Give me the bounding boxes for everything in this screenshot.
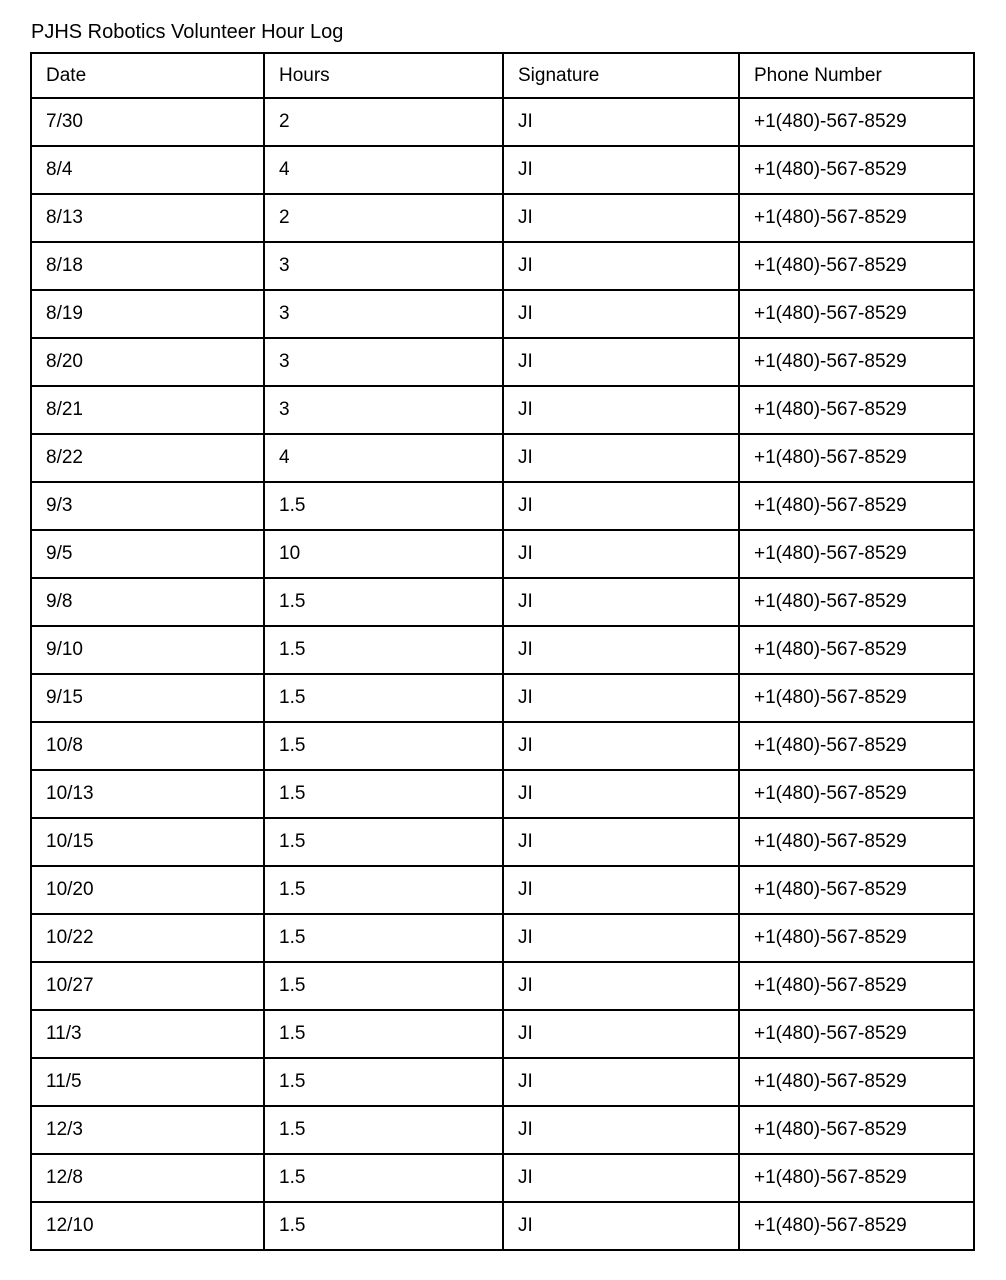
cell-signature: JI xyxy=(503,866,739,914)
cell-signature: JI xyxy=(503,818,739,866)
cell-date: 8/19 xyxy=(31,290,264,338)
cell-signature: JI xyxy=(503,290,739,338)
cell-signature: JI xyxy=(503,770,739,818)
cell-phone: +1(480)-567-8529 xyxy=(739,770,974,818)
table-row xyxy=(31,530,974,578)
cell-phone: +1(480)-567-8529 xyxy=(739,674,974,722)
table-row xyxy=(31,1202,974,1250)
cell-signature: JI xyxy=(503,1058,739,1106)
cell-hours: 1.5 xyxy=(264,722,503,770)
cell-date: 8/22 xyxy=(31,434,264,482)
cell-hours: 1.5 xyxy=(264,1058,503,1106)
cell-phone: +1(480)-567-8529 xyxy=(739,194,974,242)
table-row xyxy=(31,242,974,290)
table-row xyxy=(31,386,974,434)
cell-phone: +1(480)-567-8529 xyxy=(739,146,974,194)
table-row xyxy=(31,1154,974,1202)
cell-date: 8/18 xyxy=(31,242,264,290)
cell-date: 12/3 xyxy=(31,1106,264,1154)
cell-hours: 3 xyxy=(264,386,503,434)
cell-date: 10/15 xyxy=(31,818,264,866)
table-row xyxy=(31,578,974,626)
column-header-date: Date xyxy=(31,53,264,98)
cell-phone: +1(480)-567-8529 xyxy=(739,434,974,482)
cell-date: 10/13 xyxy=(31,770,264,818)
cell-phone: +1(480)-567-8529 xyxy=(739,1010,974,1058)
cell-hours: 1.5 xyxy=(264,914,503,962)
table-row xyxy=(31,1010,974,1058)
cell-phone: +1(480)-567-8529 xyxy=(739,98,974,146)
table-row xyxy=(31,962,974,1010)
cell-date: 11/3 xyxy=(31,1010,264,1058)
cell-hours: 1.5 xyxy=(264,1010,503,1058)
cell-date: 8/21 xyxy=(31,386,264,434)
cell-phone: +1(480)-567-8529 xyxy=(739,722,974,770)
cell-date: 10/8 xyxy=(31,722,264,770)
cell-phone: +1(480)-567-8529 xyxy=(739,914,974,962)
volunteer-hour-log-table xyxy=(30,52,975,1251)
cell-hours: 10 xyxy=(264,530,503,578)
column-header-signature: Signature xyxy=(503,53,739,98)
cell-signature: JI xyxy=(503,674,739,722)
table-row xyxy=(31,626,974,674)
cell-hours: 1.5 xyxy=(264,1106,503,1154)
column-header-hours: Hours xyxy=(264,53,503,98)
cell-date: 11/5 xyxy=(31,1058,264,1106)
table-row xyxy=(31,98,974,146)
cell-signature: JI xyxy=(503,194,739,242)
cell-hours: 1.5 xyxy=(264,1202,503,1250)
table-row xyxy=(31,1058,974,1106)
cell-phone: +1(480)-567-8529 xyxy=(739,386,974,434)
cell-phone: +1(480)-567-8529 xyxy=(739,242,974,290)
cell-date: 10/22 xyxy=(31,914,264,962)
cell-phone: +1(480)-567-8529 xyxy=(739,530,974,578)
cell-hours: 2 xyxy=(264,194,503,242)
table-row xyxy=(31,818,974,866)
cell-phone: +1(480)-567-8529 xyxy=(739,1058,974,1106)
cell-hours: 3 xyxy=(264,290,503,338)
cell-signature: JI xyxy=(503,530,739,578)
cell-hours: 1.5 xyxy=(264,482,503,530)
cell-hours: 3 xyxy=(264,242,503,290)
cell-hours: 1.5 xyxy=(264,626,503,674)
cell-signature: JI xyxy=(503,914,739,962)
cell-signature: JI xyxy=(503,1106,739,1154)
table-row xyxy=(31,194,974,242)
cell-phone: +1(480)-567-8529 xyxy=(739,482,974,530)
cell-date: 8/20 xyxy=(31,338,264,386)
cell-date: 9/5 xyxy=(31,530,264,578)
cell-signature: JI xyxy=(503,626,739,674)
cell-hours: 1.5 xyxy=(264,770,503,818)
table-row xyxy=(31,674,974,722)
cell-signature: JI xyxy=(503,338,739,386)
table-header-row xyxy=(31,53,974,98)
cell-hours: 1.5 xyxy=(264,818,503,866)
cell-hours: 1.5 xyxy=(264,578,503,626)
column-header-phone: Phone Number xyxy=(739,53,974,98)
table-row xyxy=(31,482,974,530)
cell-date: 12/8 xyxy=(31,1154,264,1202)
cell-hours: 4 xyxy=(264,434,503,482)
cell-date: 9/8 xyxy=(31,578,264,626)
table-row xyxy=(31,770,974,818)
cell-signature: JI xyxy=(503,578,739,626)
cell-phone: +1(480)-567-8529 xyxy=(739,1106,974,1154)
table-row xyxy=(31,338,974,386)
cell-phone: +1(480)-567-8529 xyxy=(739,818,974,866)
cell-hours: 1.5 xyxy=(264,962,503,1010)
cell-signature: JI xyxy=(503,434,739,482)
cell-signature: JI xyxy=(503,1202,739,1250)
cell-phone: +1(480)-567-8529 xyxy=(739,338,974,386)
cell-phone: +1(480)-567-8529 xyxy=(739,962,974,1010)
cell-date: 10/20 xyxy=(31,866,264,914)
cell-date: 9/3 xyxy=(31,482,264,530)
cell-signature: JI xyxy=(503,386,739,434)
cell-signature: JI xyxy=(503,482,739,530)
table-body xyxy=(31,98,974,1250)
cell-hours: 1.5 xyxy=(264,674,503,722)
cell-date: 10/27 xyxy=(31,962,264,1010)
cell-date: 9/15 xyxy=(31,674,264,722)
table-row xyxy=(31,914,974,962)
cell-phone: +1(480)-567-8529 xyxy=(739,1154,974,1202)
cell-date: 7/30 xyxy=(31,98,264,146)
cell-signature: JI xyxy=(503,1154,739,1202)
cell-phone: +1(480)-567-8529 xyxy=(739,578,974,626)
cell-date: 8/4 xyxy=(31,146,264,194)
cell-hours: 1.5 xyxy=(264,866,503,914)
cell-phone: +1(480)-567-8529 xyxy=(739,1202,974,1250)
table-row xyxy=(31,290,974,338)
cell-hours: 3 xyxy=(264,338,503,386)
cell-signature: JI xyxy=(503,962,739,1010)
cell-phone: +1(480)-567-8529 xyxy=(739,866,974,914)
cell-hours: 2 xyxy=(264,98,503,146)
table-row xyxy=(31,146,974,194)
table-row xyxy=(31,434,974,482)
cell-date: 9/10 xyxy=(31,626,264,674)
cell-date: 8/13 xyxy=(31,194,264,242)
cell-signature: JI xyxy=(503,146,739,194)
cell-date: 12/10 xyxy=(31,1202,264,1250)
cell-signature: JI xyxy=(503,98,739,146)
table-row xyxy=(31,866,974,914)
cell-hours: 4 xyxy=(264,146,503,194)
cell-signature: JI xyxy=(503,722,739,770)
page-title: PJHS Robotics Volunteer Hour Log xyxy=(31,21,344,43)
cell-hours: 1.5 xyxy=(264,1154,503,1202)
cell-phone: +1(480)-567-8529 xyxy=(739,626,974,674)
table-row xyxy=(31,722,974,770)
cell-signature: JI xyxy=(503,242,739,290)
cell-signature: JI xyxy=(503,1010,739,1058)
table-row xyxy=(31,1106,974,1154)
cell-phone: +1(480)-567-8529 xyxy=(739,290,974,338)
